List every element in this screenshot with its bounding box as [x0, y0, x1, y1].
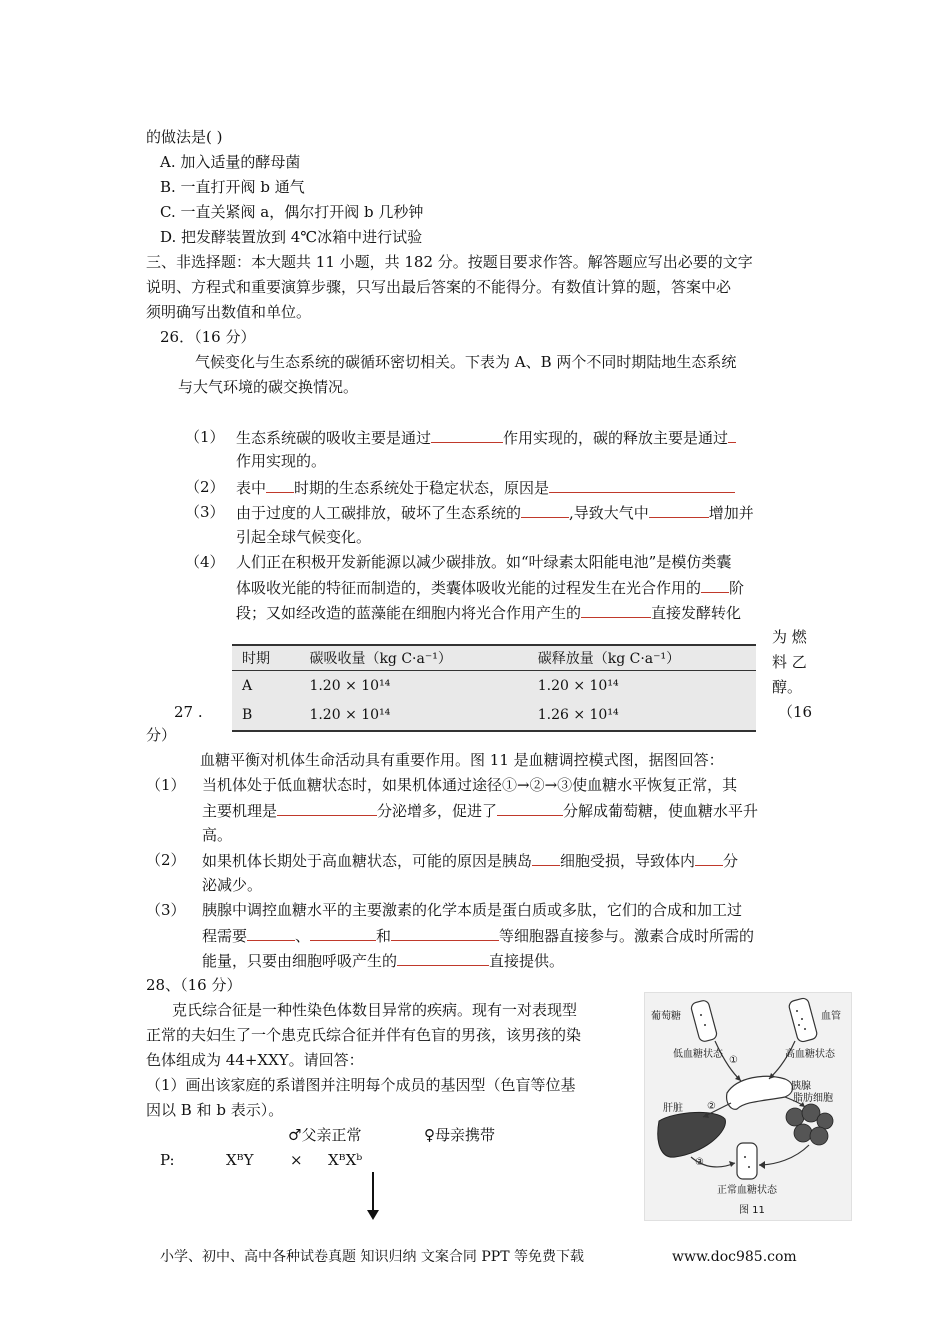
q26-part-4-line2: 体吸收光能的特征而制造的，类囊体吸收光能的过程发生在光合作用的 阶	[236, 576, 744, 599]
high-sugar-vessel	[788, 997, 818, 1043]
answer-blank[interactable]	[695, 849, 723, 866]
parent-generation-label: P:	[160, 1151, 175, 1169]
q26-part-4-tail-2: 料 乙	[772, 653, 807, 671]
option-a: A. 加入适量的酵母菌	[160, 153, 301, 171]
table-header: 时期	[242, 651, 270, 667]
table-cell: 1.26 × 10¹⁴	[537, 707, 619, 724]
answer-blank[interactable]	[532, 849, 560, 866]
answer-blank[interactable]	[397, 949, 489, 966]
vessel-label: 血管	[821, 1011, 841, 1022]
q26-part-1: 生态系统碳的吸收主要是通过 作用实现的，碳的释放主要是通过	[236, 426, 736, 449]
answer-blank[interactable]	[521, 501, 569, 518]
q27-part-2-line1: 如果机体长期处于高血糖状态，可能的原因是胰岛 细胞受损，导致体内 分	[202, 849, 738, 872]
q28-sub1-line2: 因以 B 和 b 表示）。	[146, 1101, 284, 1119]
q27-part-1-line2: 主要机理是 分泌增多，促进了 分解成葡萄糖，使血糖水平升	[202, 799, 758, 822]
low-sugar-label: 低血糖状态	[673, 1049, 723, 1060]
q26-heading: 26．（16 分）	[160, 328, 256, 346]
q27-part-3-line1: 胰腺中调控血糖水平的主要激素的化学本质是蛋白质或多肽，它们的合成和加工过	[202, 901, 743, 919]
liver-label: 肝脏	[663, 1103, 683, 1114]
section-instructions-2: 说明、方程式和重要演算步骤，只写出最后答案的不能得分。有数值计算的题，答案中必	[146, 278, 732, 296]
blood-sugar-figure	[644, 992, 852, 1221]
mother-genotype: XᴮXᵇ	[328, 1151, 363, 1169]
step-1-label: ①	[729, 1055, 738, 1066]
q28-intro-1: 克氏综合征是一种性染色体数目异常的疾病。现有一对表现型	[172, 1001, 578, 1019]
normal-sugar-vessel	[737, 1143, 757, 1179]
q26-intro-1: 气候变化与生态系统的碳循环密切相关。下表为 A、B 两个不同时期陆地生态系统	[195, 353, 737, 371]
answer-blank[interactable]	[549, 476, 735, 493]
answer-blank[interactable]	[431, 426, 503, 443]
q27-part-1-line3: 高。	[202, 826, 233, 844]
answer-blank[interactable]	[581, 601, 651, 618]
father-genotype: XᴮY	[226, 1151, 254, 1169]
q27-heading-score: （16	[778, 703, 813, 721]
pancreas-label: 胰腺	[791, 1081, 811, 1092]
table-header: 碳吸收量（kg C·a⁻¹）	[309, 651, 452, 667]
option-d: D. 把发酵装置放到 4℃冰箱中进行试验	[160, 228, 423, 246]
pancreas-shape	[727, 1076, 793, 1109]
q26-num-1: （1）	[185, 428, 225, 446]
q26-num-4: （4）	[185, 553, 225, 571]
answer-blank[interactable]	[310, 924, 376, 941]
low-sugar-vessel	[690, 999, 718, 1042]
q27-heading-num: 27 .	[174, 703, 203, 721]
table-row	[232, 671, 756, 701]
q26-part-4-line3: 段；又如经改造的蓝藻能在细胞内将光合作用产生的 直接发酵转化	[236, 601, 741, 624]
table-cell: 1.20 × 10¹⁴	[309, 677, 391, 694]
answer-blank[interactable]	[649, 501, 709, 518]
q26-part-3-cont: 引起全球气候变化。	[236, 528, 372, 546]
answer-blank[interactable]	[728, 426, 736, 443]
table-cell: 1.20 × 10¹⁴	[537, 677, 619, 694]
father-label: ♂父亲正常	[288, 1126, 362, 1144]
q28-heading: 28、（16 分）	[146, 976, 242, 994]
q27-num-2: （2）	[146, 851, 186, 869]
figure-caption: 图 11	[739, 1205, 765, 1216]
q26-num-3: （3）	[185, 503, 225, 521]
table-cell: B	[242, 707, 253, 724]
q27-heading-end: 分）	[146, 726, 177, 744]
table-header-row	[232, 645, 756, 671]
q27-num-3: （3）	[146, 901, 186, 919]
pedigree-arrow-line	[372, 1172, 374, 1212]
footer-text: 小学、初中、高中各种试卷真题 知识归纳 文案合同 PPT 等免费下载	[160, 1249, 584, 1265]
step-2-label: ②	[707, 1101, 716, 1112]
mother-label: ♀母亲携带	[424, 1126, 495, 1144]
q26-part-4-tail-1: 为 燃	[772, 628, 807, 646]
q28-intro-2: 正常的夫妇生了一个患克氏综合征并伴有色盲的男孩，该男孩的染	[146, 1026, 582, 1044]
liver-shape	[658, 1112, 726, 1157]
fat-cells-shape	[786, 1104, 833, 1145]
step-3-label: ③	[695, 1157, 704, 1168]
section-instructions-3: 须明确写出数值和单位。	[146, 303, 312, 321]
normal-sugar-label: 正常血糖状态	[717, 1185, 777, 1196]
q27-part-3-line2: 程需要 、 和 等细胞器直接参与。激素合成时所需的	[202, 924, 754, 947]
fat-cell-label: 脂肪细胞	[793, 1093, 833, 1104]
table-cell: A	[242, 677, 253, 694]
q26-num-2: （2）	[185, 478, 225, 496]
table-row	[232, 700, 756, 731]
q26-part-2: 表中 时期的生态系统处于稳定状态，原因是	[236, 476, 735, 499]
q26-part-3: 由于过度的人工碳排放，破坏了生态系统的 ,导致大气中 增加并	[236, 501, 754, 524]
q26-part-4-tail-3: 醇。	[772, 678, 803, 696]
option-c: C. 一直关紧阀 a，偶尔打开阀 b 几秒钟	[160, 203, 424, 221]
q26-intro-2: 与大气环境的碳交换情况。	[178, 378, 359, 396]
footer-url[interactable]: www.doc985.com	[672, 1249, 797, 1265]
q28-sub1-line1: （1）画出该家庭的系谱图并注明每个成员的基因型（色盲等位基	[146, 1076, 576, 1094]
q26-part-4-line1: 人们正在积极开发新能源以减少碳排放。如“叶绿素太阳能电池”是模仿类囊	[236, 553, 732, 571]
q26-part-1-cont: 作用实现的。	[236, 452, 327, 470]
q27-part-1-line1: 当机体处于低血糖状态时，如果机体通过途径①→②→③使血糖水平恢复正常，其	[202, 776, 738, 794]
q27-part-3-line3: 能量，只要由细胞呼吸产生的 直接提供。	[202, 949, 564, 972]
q28-intro-3: 色体组成为 44+XXY。请回答：	[146, 1051, 364, 1069]
table-cell: 1.20 × 10¹⁴	[309, 707, 391, 724]
answer-blank[interactable]	[266, 476, 294, 493]
high-sugar-label: 高血糖状态	[785, 1049, 835, 1060]
cross-symbol: ×	[290, 1151, 303, 1169]
pedigree-arrow-head	[367, 1210, 379, 1220]
question-tail: 的做法是( )	[146, 128, 223, 146]
carbon-exchange-table	[232, 644, 756, 732]
answer-blank[interactable]	[391, 924, 499, 941]
answer-blank[interactable]	[277, 799, 377, 816]
section-instructions-1: 三、非选择题：本大题共 11 小题，共 182 分。按题目要求作答。解答题应写出必要的文字	[146, 253, 753, 271]
option-b: B. 一直打开阀 b 通气	[160, 178, 305, 196]
answer-blank[interactable]	[497, 799, 563, 816]
table-header: 碳释放量（kg C·a⁻¹）	[537, 651, 681, 667]
glucose-label: 葡萄糖	[651, 1011, 681, 1022]
q27-part-2-line2: 泌减少。	[202, 876, 263, 894]
answer-blank[interactable]	[247, 924, 295, 941]
q27-intro: 血糖平衡对机体生命活动具有重要作用。图 11 是血糖调控模式图，据图回答：	[200, 751, 724, 769]
q27-num-1: （1）	[146, 776, 186, 794]
answer-blank[interactable]	[701, 576, 729, 593]
